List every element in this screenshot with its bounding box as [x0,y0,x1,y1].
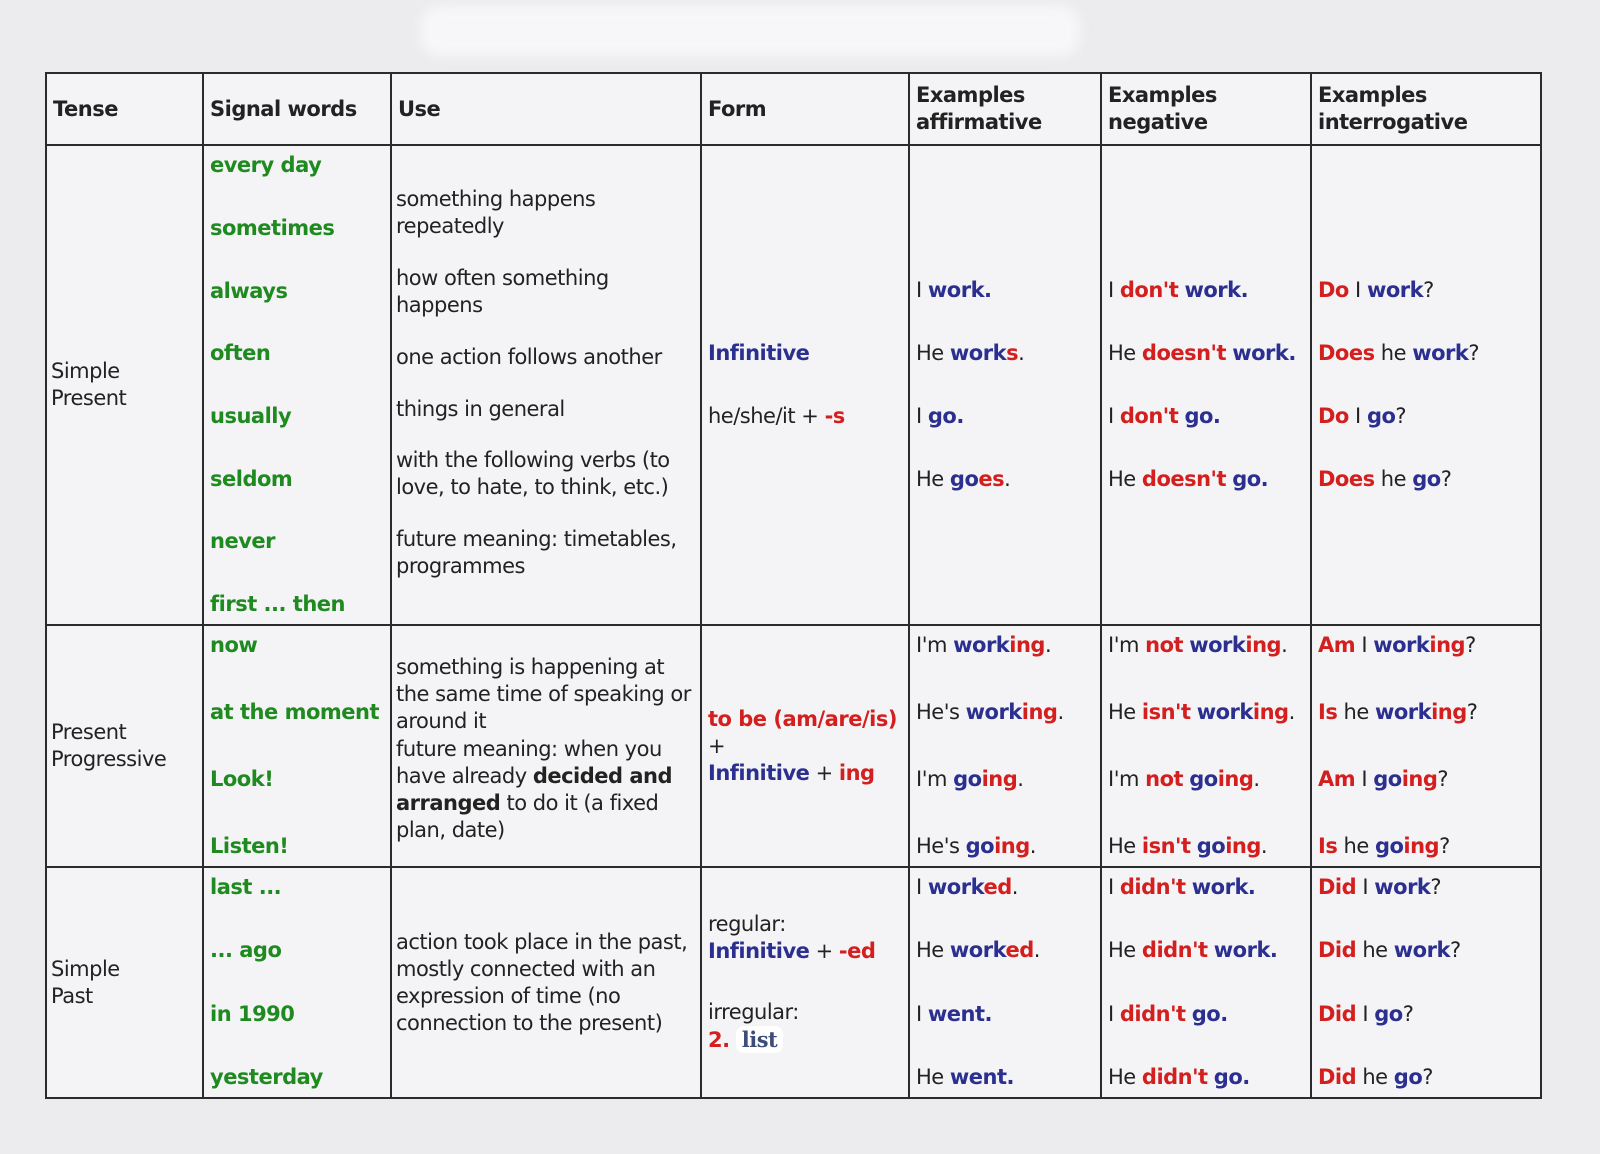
signal-word: last ... [210,875,282,900]
signal-word: Listen! [210,834,289,859]
row-simple-past [46,867,1541,1098]
irregular-list-label: list [736,1026,783,1053]
signal-word: often [210,341,271,366]
header-tense: Tense [46,73,203,145]
row-present-progressive [46,625,1541,867]
affirmative-simple-past: I worked. He worked. I went. He went. [909,867,1101,1098]
signal-word: every day [210,153,322,178]
header-row [46,73,1541,145]
form-simple-past: regular: Infinitive + -ed irregular: 2. list [701,867,909,1098]
interrogative-simple-past: Did I work? Did he work? Did I go? Did he go? [1311,867,1541,1098]
use-present-progressive [391,625,701,867]
interrogative-simple-present: Do I work? Does he work? Do I go? Does he go? [1311,145,1541,625]
signal-word: sometimes [210,215,335,240]
interrogative-present-progressive: Am I working? Is he working? Am I going? Is he going? [1311,625,1541,867]
affirmative-simple-present: I work. He works. I go. He goes. [909,145,1101,625]
negative-simple-past: I didn't work. He didn't work. I didn't go. He didn't go. [1101,867,1311,1098]
use-item: future meaning: when you have already decided and arranged to do it (a fixed plan, date) [396,737,673,843]
signal-word: ... ago [210,938,282,963]
use-item: things in general [396,396,565,421]
signal-words-simple-past [203,867,391,1098]
signal-word: Look! [210,767,274,792]
use-item: with the following verbs (to love, to hate, to think, etc.) [396,448,670,500]
header-signal-words: Signal words [203,73,391,145]
header-form: Form [701,73,909,145]
use-item: action took place in the past, mostly connected with an expression of time (no connection to the present) [396,929,688,1035]
form-present-progressive: to be (am/are/is) + Infinitive + ing [701,625,909,867]
use-item: future meaning: timetables, programmes [396,527,677,579]
affirmative-present-progressive: I'm working. He's working. I'm going. He's going. [909,625,1101,867]
use-simple-present [391,145,701,625]
row-simple-present [46,145,1541,625]
signal-word: now [210,633,258,658]
signal-word: in 1990 [210,1001,295,1026]
tense-present-progressive: Present Progressive [46,625,203,867]
use-item: something happens repeatedly [396,187,596,239]
signal-word: always [210,278,288,303]
negative-present-progressive: I'm not working. He isn't working. I'm not going. He isn't going. [1101,625,1311,867]
use-item: how often something happens [396,266,609,318]
use-simple-past [391,867,701,1098]
signal-word: first ... then [210,592,345,617]
signal-word: yesterday [210,1064,323,1089]
use-item: something is happening at the same time of speaking or around it [396,655,691,734]
header-examples-interrogative: Examples interrogative [1311,73,1541,145]
tense-simple-present: Simple Present [46,145,203,625]
signal-word: at the moment [210,700,379,725]
signal-word: seldom [210,466,293,491]
signal-words-simple-present [203,145,391,625]
tense-simple-past: Simple Past [46,867,203,1098]
form-simple-present: Infinitive he/she/it + -s [701,145,909,625]
use-item: one action follows another [396,344,662,369]
signal-word: usually [210,404,292,429]
header-examples-negative: Examples negative [1101,73,1311,145]
tense-table [45,72,1542,1099]
blurred-title-area [420,6,1080,56]
negative-simple-present: I don't work. He doesn't work. I don't go. He doesn't go. [1101,145,1311,625]
header-use: Use [391,73,701,145]
signal-words-present-progressive [203,625,391,867]
signal-word: never [210,529,275,554]
header-examples-affirmative: Examples affirmative [909,73,1101,145]
